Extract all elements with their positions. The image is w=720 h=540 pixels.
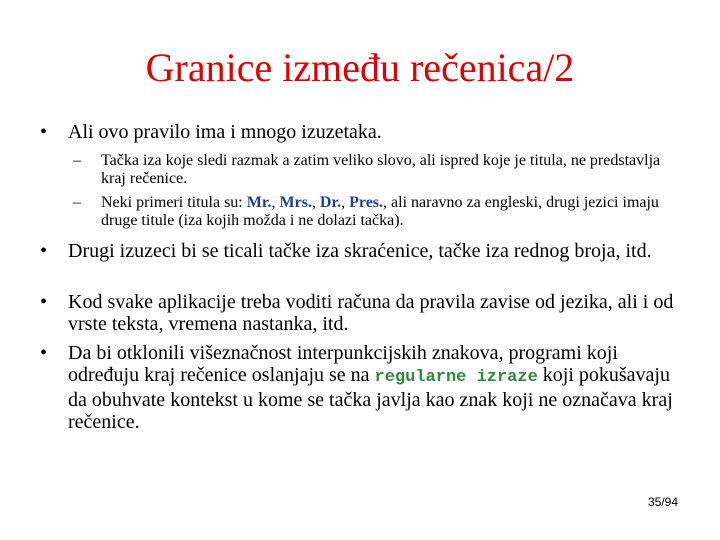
sub-bullet-2-text [73,194,680,230]
sub-bullet-2-prefix: Neki primeri titula su: [101,194,247,211]
sub-bullet-1-text: Tačka iza koje sledi razmak a zatim veliko slovo, ali ispred koje je titula, ne predstavlja kraj rečenice. [101,152,661,187]
sub-bullet-1 [73,152,680,188]
bullet-4-text [40,342,680,433]
sub-bullet-2-suffix: , ali naravno za engleski, drugi jezici imaju druge titule (iza kojih možda i ne dolazi tačka). [101,194,659,229]
bullet-2 [40,240,680,262]
bullet-3-text: Kod svake aplikacije treba voditi računa da pravila zavise od jezika, ali i od vrste teksta, vremena nastanka, itd. [68,291,674,335]
separator: , [341,194,350,211]
bullet-4-prefix: Da bi otklonili višeznačnost interpunkcijskih znakova, programi koji određuju kraj rečenice oslanjaju se na [68,342,618,386]
bullet-3 [40,291,680,335]
page-number: 35/94 [647,495,678,509]
title-keyword-pres: Pres. [349,194,384,211]
sub-bullet-marker: – [73,194,81,211]
bullet-4 [40,342,680,433]
slide-title: Granice između rečenica/2 [145,45,575,90]
sub-bullet-marker: – [73,152,81,169]
bullet-1-text: Ali ovo pravilo ima i mnogo izuzetaka. [68,121,382,143]
regex-keyword: regularne izraze [374,368,538,387]
bullet-marker: • [40,291,48,313]
bullet-marker: • [40,342,48,364]
title-keyword-mrs: Mrs. [279,194,312,211]
bullet-4-suffix: koji pokušavaju da obuhvate kontekst u kome se tačka javlja kao znak koji ne označava kraj rečenice. [68,364,673,433]
separator: , [311,194,320,211]
title-keyword-dr: Dr. [319,194,342,211]
title-keyword-mr: Mr. [246,194,272,211]
bullet-marker: • [40,240,48,262]
bullet-marker: • [40,121,48,143]
sub-bullet-2 [73,194,680,230]
bullet-2-text: Drugi izuzeci bi se ticali tačke iza skraćenice, tačke iza rednog broja, itd. [68,240,652,262]
bullet-1 [40,121,680,143]
separator: , [271,194,280,211]
